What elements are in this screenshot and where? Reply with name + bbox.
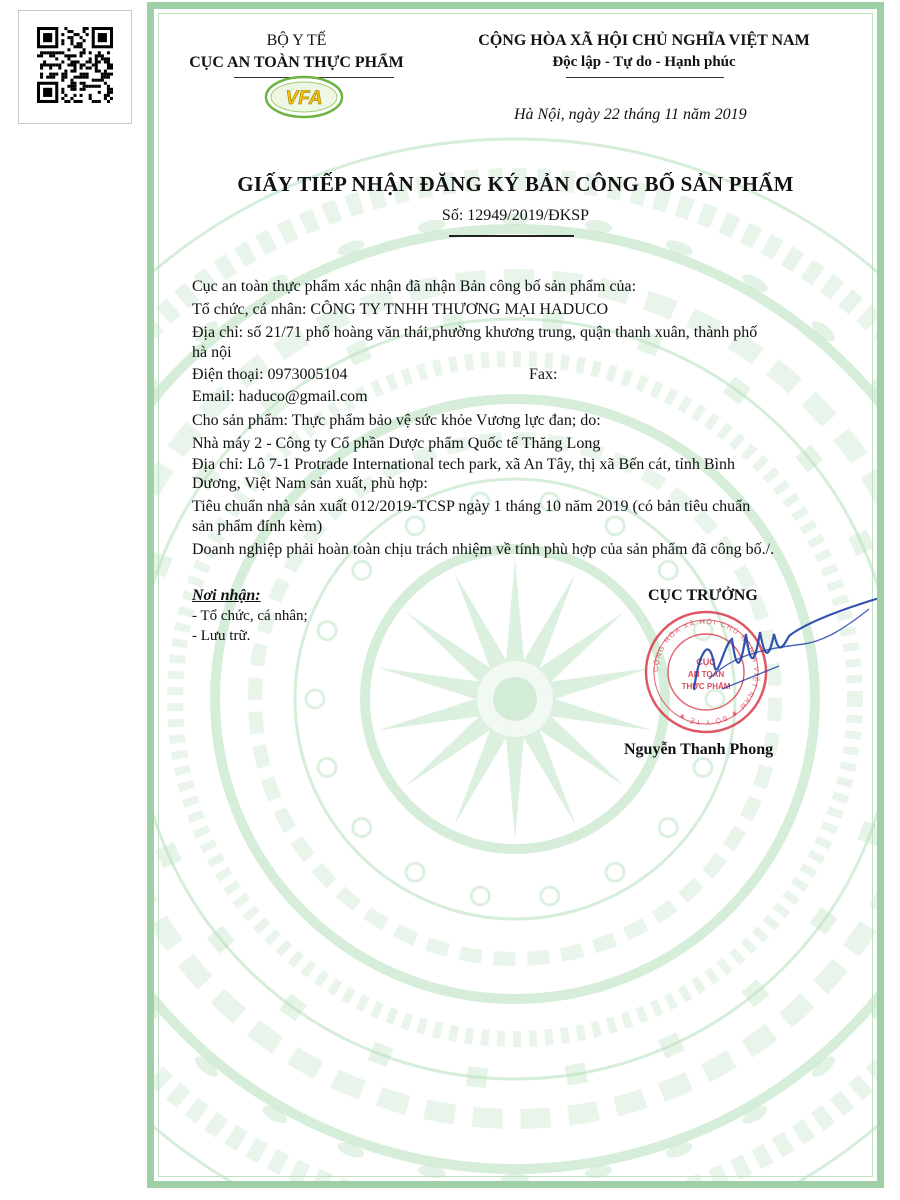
handwritten-signature xyxy=(654,594,884,714)
svg-text:THỰC PHẨM: THỰC PHẨM xyxy=(681,682,731,691)
email: Email: haduco@gmail.com xyxy=(192,388,368,405)
svg-text:CỤC: CỤC xyxy=(696,657,716,667)
certificate xyxy=(147,2,884,1188)
signatory-name: Nguyễn Thanh Phong xyxy=(624,741,774,758)
standard-cont: sản phẩm đính kèm) xyxy=(192,518,323,535)
national-motto: Độc lập - Tự do - Hạnh phúc xyxy=(552,54,736,70)
manufacturer: Nhà máy 2 - Công ty Cổ phần Dược phẩm Quốc tế Thăng Long xyxy=(192,435,601,452)
svg-text:CỘNG HÒA XÃ HỘI CHỦ NGHĨA VIỆT: CỘNG HÒA XÃ HỘI CHỦ NGHĨA VIỆT NAM ★ BỘ Y TẾ ★ xyxy=(652,618,760,726)
svg-text:AN TOÀN: AN TOÀN xyxy=(687,670,725,679)
recipient-item: - Lưu trữ. xyxy=(192,628,251,644)
standard: Tiêu chuẩn nhà sản xuất 012/2019-TCSP ngày 1 tháng 10 năm 2019 (có bản tiêu chuẩn xyxy=(192,498,751,515)
org-address-cont: hà nội xyxy=(192,344,232,361)
agency-name: CỤC AN TOÀN THỰC PHẨM xyxy=(189,54,404,71)
fax-label: Fax: xyxy=(529,366,558,383)
product: Cho sản phẩm: Thực phẩm bảo vệ sức khỏe Vương lực đan; do: xyxy=(192,412,601,429)
recipients-heading: Nơi nhận: xyxy=(192,587,261,604)
manufacturer-address: Địa chỉ: Lô 7-1 Protrade International tech park, xã An Tây, thị xã Bến cát, tỉnh Bình xyxy=(192,456,735,473)
body-intro: Cục an toàn thực phẩm xác nhận đã nhận Bản công bố sản phẩm của: xyxy=(192,278,637,295)
qr-code-image xyxy=(37,27,113,103)
country-name: CỘNG HÒA XÃ HỘI CHỦ NGHĨA VIỆT NAM xyxy=(478,32,810,49)
motto-underline xyxy=(566,77,724,78)
recipient-item: - Tổ chức, cá nhân; xyxy=(192,608,308,624)
responsibility-statement: Doanh nghiệp phải hoàn toàn chịu trách nhiệm về tính phù hợp của sản phẩm đã công bố./. xyxy=(192,541,775,558)
vfa-logo-text: VFA xyxy=(285,88,323,109)
document-number: Số: 12949/2019/ĐKSP xyxy=(441,207,590,224)
manufacturer-address-cont: Dương, Việt Nam sản xuất, phù hợp: xyxy=(192,475,428,492)
title-divider xyxy=(449,235,574,237)
ministry-name: BỘ Y TẾ xyxy=(266,32,327,49)
place-date: Hà Nội, ngày 22 tháng 11 năm 2019 xyxy=(514,106,747,123)
organization: Tổ chức, cá nhân: CÔNG TY TNHH THƯƠNG MẠI HADUCO xyxy=(192,301,608,318)
phone: Điện thoại: 0973005104 xyxy=(192,366,348,383)
org-address: Địa chỉ: số 21/71 phố hoàng văn thái,phường khương trung, quận thanh xuân, thành phố xyxy=(192,324,758,341)
signatory-role: CỤC TRƯỞNG xyxy=(648,587,758,604)
vfa-logo xyxy=(259,71,349,119)
document-title: GIẤY TIẾP NHẬN ĐĂNG KÝ BẢN CÔNG BỐ SẢN PHẨM xyxy=(237,172,794,196)
qr-code xyxy=(18,10,132,124)
